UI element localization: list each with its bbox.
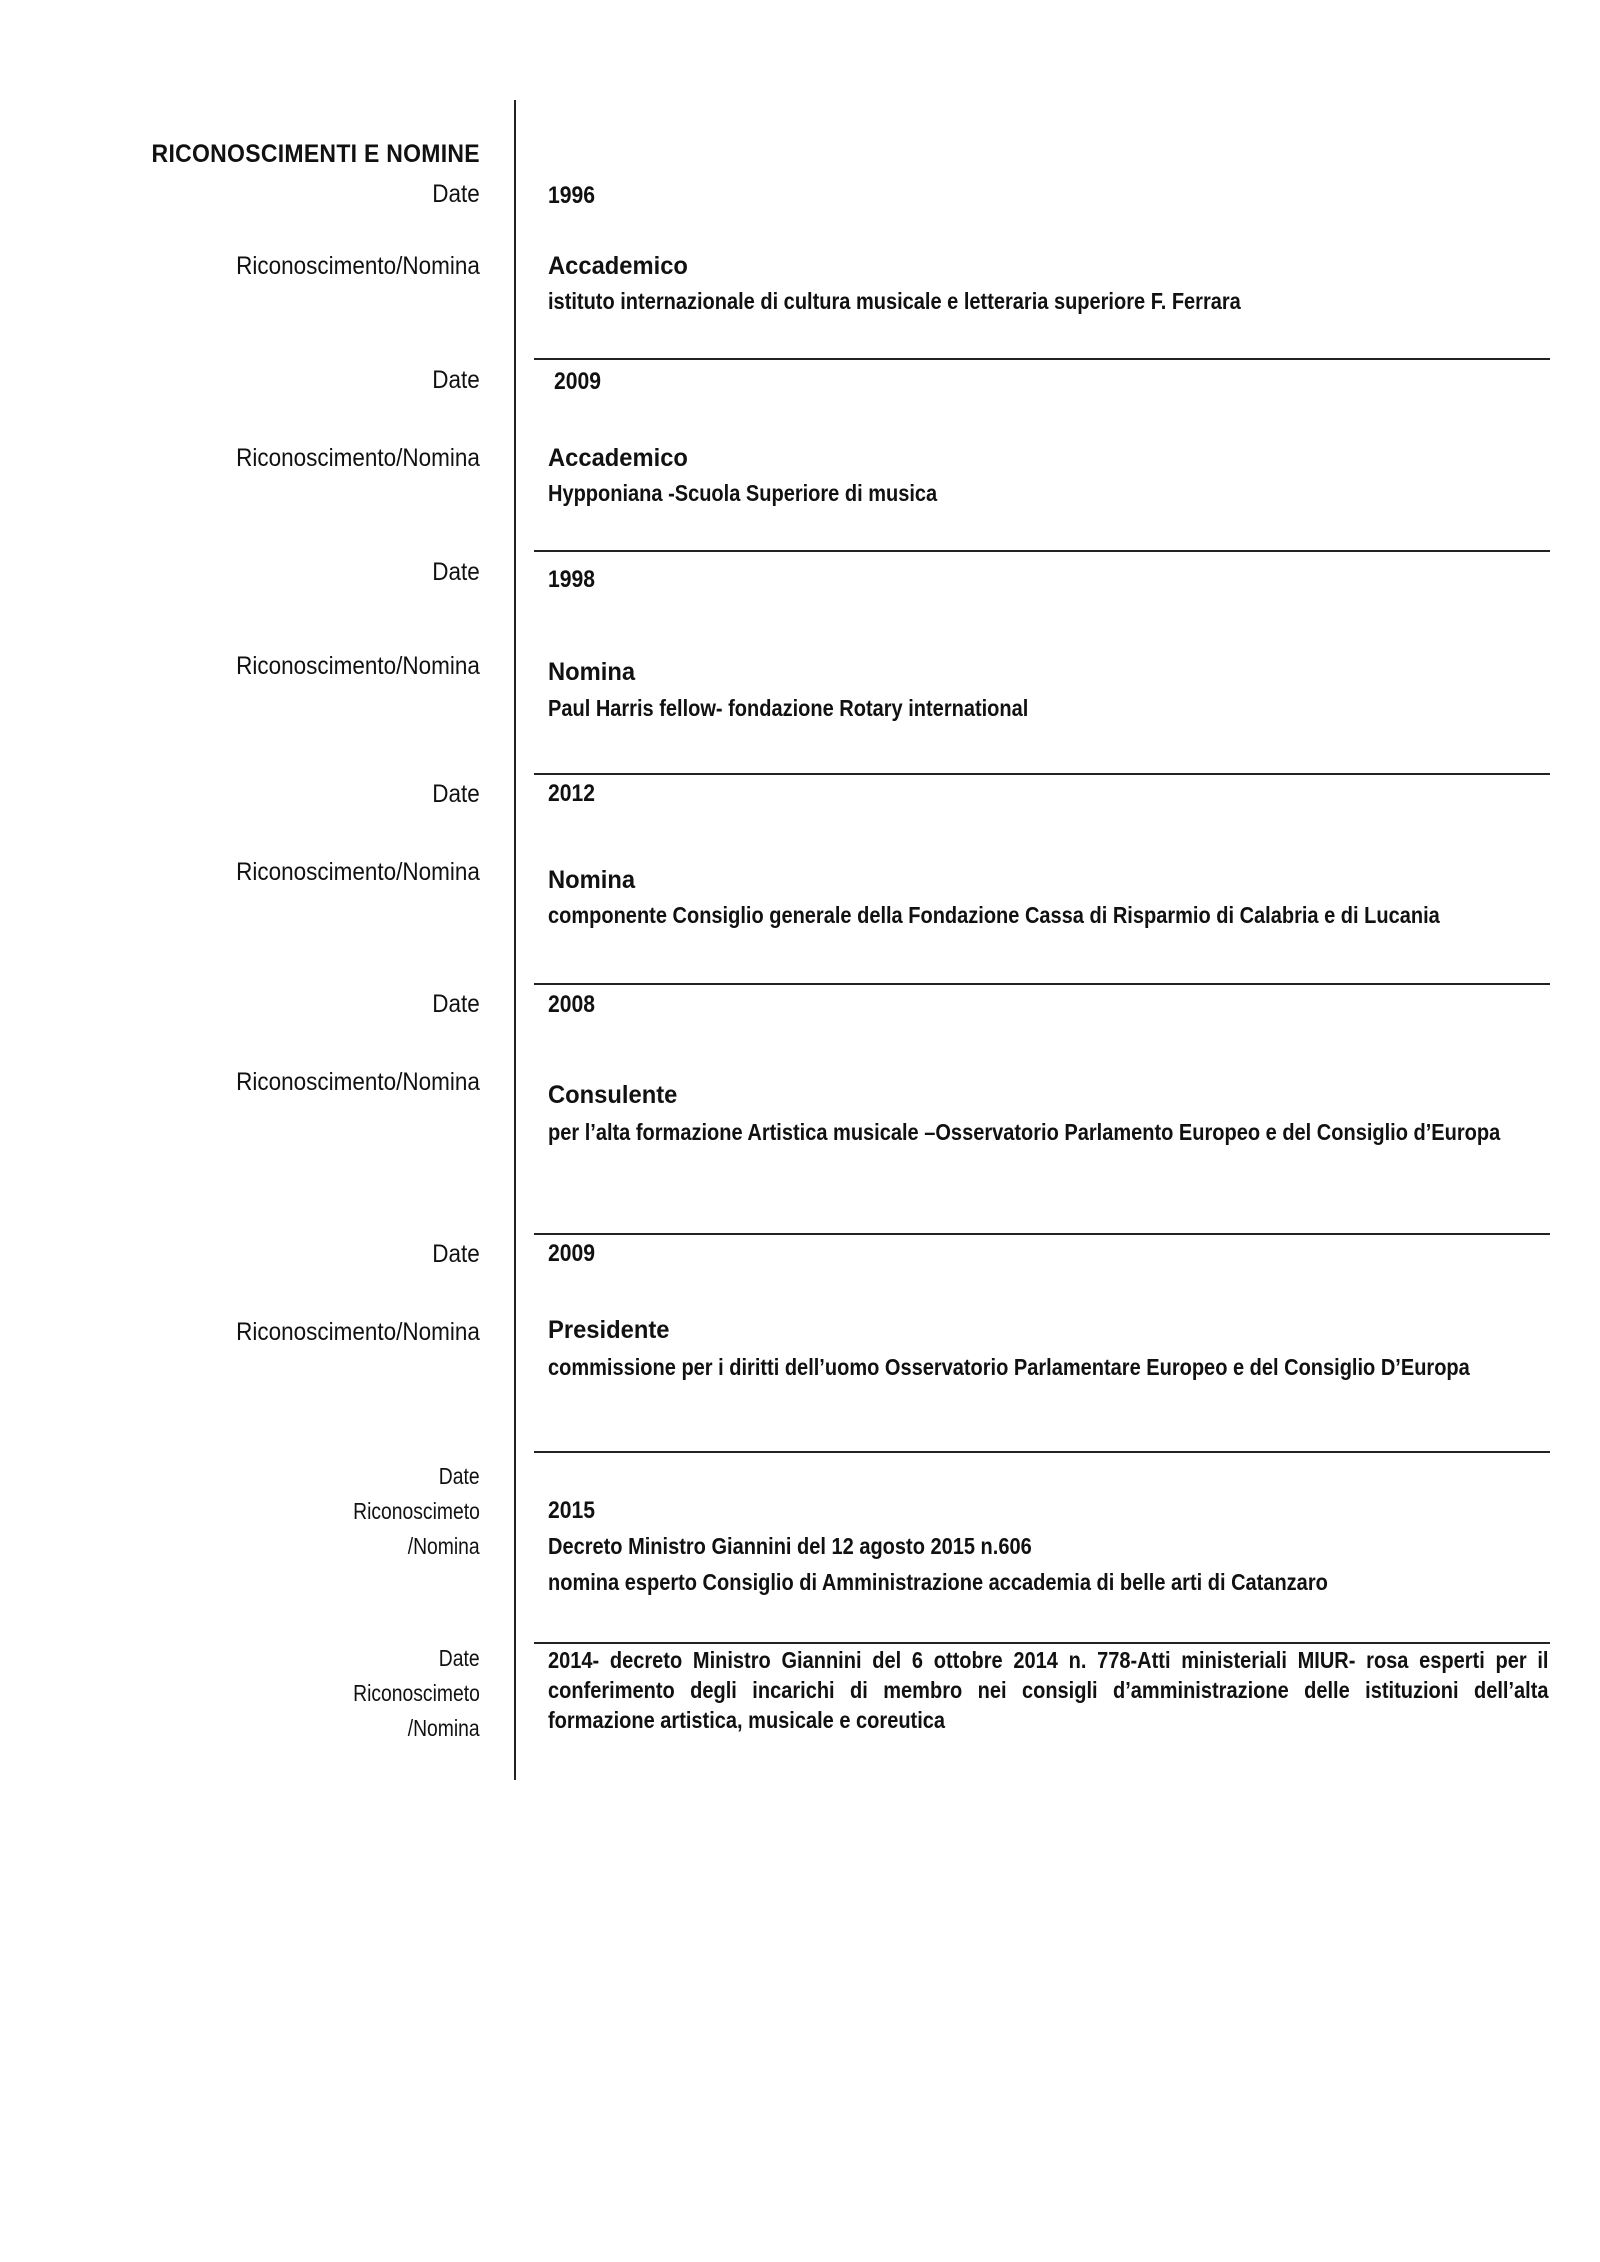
entry-date: 2009 — [554, 368, 601, 395]
riconoscimento-label: Riconoscimento/Nomina — [236, 1068, 480, 1096]
date-label: Date — [432, 780, 480, 808]
entry-date: 2009 — [548, 1240, 595, 1267]
section-title: RICONOSCIMENTI E NOMINE — [151, 140, 480, 168]
entry-date: 2008 — [548, 991, 595, 1018]
entry-divider — [534, 550, 1550, 552]
column-divider — [514, 100, 516, 1780]
entry-description: componente Consiglio generale della Fondazione Cassa di Risparmio di Calabria e di Lucania — [548, 902, 1440, 928]
entry-description: nomina esperto Consiglio di Amministrazione accademia di belle arti di Catanzaro — [548, 1569, 1328, 1595]
riconoscimento-label: Riconoscimento/Nomina — [236, 444, 480, 472]
date-label: Date — [439, 1463, 480, 1489]
entry-decree: Decreto Ministro Giannini del 12 agosto 2015 n.606 — [548, 1533, 1032, 1559]
entry-divider — [534, 1642, 1550, 1644]
entry-divider — [534, 1451, 1550, 1453]
entry-divider — [534, 983, 1550, 985]
date-label: Date — [432, 990, 480, 1018]
entry-role: Presidente — [548, 1316, 670, 1344]
entry-role: Nomina — [548, 866, 636, 894]
nomina-label: /Nomina — [408, 1533, 480, 1559]
entry-description: per l’alta formazione Artistica musicale –Osservatorio Parlamento Europeo e del Consiglio d’Europa — [548, 1119, 1501, 1145]
date-label: Date — [432, 1240, 480, 1268]
entry-date: 2012 — [548, 780, 595, 807]
entry-date: 1998 — [548, 566, 595, 593]
entry-divider — [534, 773, 1550, 775]
entry-role: Nomina — [548, 658, 636, 686]
entry-description: commissione per i diritti dell’uomo Osservatorio Parlamentare Europeo e del Consiglio D’Europa — [548, 1354, 1470, 1380]
date-label: Date — [439, 1645, 480, 1671]
entry-divider — [534, 358, 1550, 360]
nomina-label: /Nomina — [408, 1715, 480, 1741]
riconoscimento-label: Riconoscimento/Nomina — [236, 652, 480, 680]
entry-date: 1996 — [548, 182, 595, 209]
riconoscimento-label: Riconoscimento/Nomina — [236, 1318, 480, 1346]
date-label: Date — [432, 366, 480, 394]
entry-description: Paul Harris fellow- fondazione Rotary international — [548, 695, 1029, 721]
entry-description: istituto internazionale di cultura musicale e letteraria superiore F. Ferrara — [548, 288, 1241, 314]
riconoscimeto-label: Riconoscimeto — [353, 1680, 480, 1706]
date-label: Date — [432, 180, 480, 208]
entry-description: Hypponiana -Scuola Superiore di musica — [548, 480, 938, 506]
entry-divider — [534, 1233, 1550, 1235]
riconoscimento-label: Riconoscimento/Nomina — [236, 252, 480, 280]
entry-date: 2015 — [548, 1497, 595, 1524]
riconoscimento-label: Riconoscimento/Nomina — [236, 858, 480, 886]
entry-role: Consulente — [548, 1081, 678, 1109]
entry-role: Accademico — [548, 444, 688, 472]
date-label: Date — [432, 558, 480, 586]
entry-role: Accademico — [548, 252, 688, 280]
riconoscimeto-label: Riconoscimeto — [353, 1498, 480, 1524]
entry-description: 2014- decreto Ministro Giannini del 6 ottobre 2014 n. 778-Atti ministeriali MIUR- rosa esperti per il conferimento degli incarichi di membro nei consigli d’amministrazione delle istituzioni dell’alta formazione artistica, musicale e coreutica — [548, 1647, 1549, 1733]
